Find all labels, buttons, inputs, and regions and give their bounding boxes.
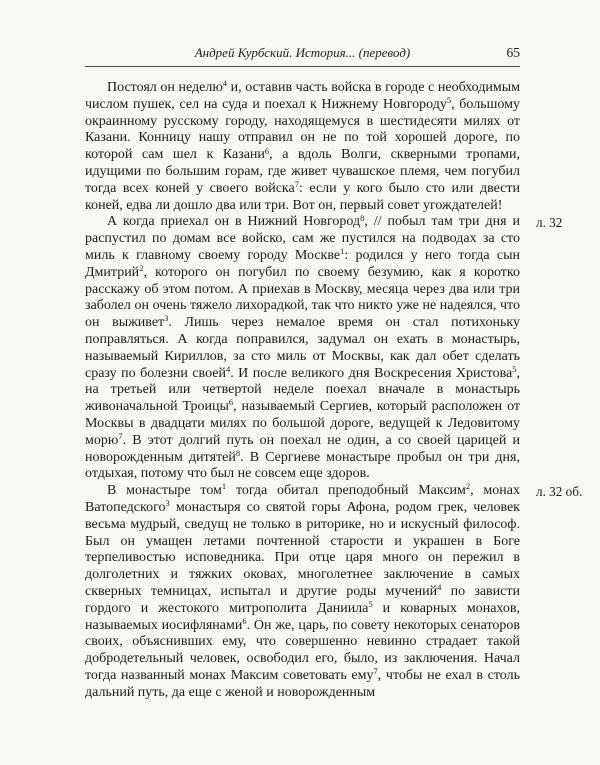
text-run: : если у кого было сто или двести коней, едва ли дошло два или три. Вот он, первый совет угождателей! bbox=[85, 180, 520, 213]
page-header bbox=[85, 45, 520, 62]
text-run: . В этот долгий путь он поехал не один, а со своей царицей и новорожденным дитятей bbox=[85, 432, 520, 465]
text-run: , называемый Сергиев, который расположен от Москвы в двадцати милях по большой дороге, ведущей к Ледовитому морю bbox=[85, 399, 520, 448]
footnote-ref: 1 bbox=[221, 481, 227, 492]
text-run: . Он же, царь, по совету некоторых сенаторов своих, объяснивших ему, что совершенно невинно страдает такой добродетельный человек, освободил его, было, из заключения. Начал тогда названный монах Максим советовать ему bbox=[85, 617, 521, 683]
footnote-ref: 2 bbox=[465, 481, 471, 492]
footnote-ref: 4 bbox=[437, 582, 442, 593]
text-run: , большому окраинному русскому городу, находящемуся в шестидесяти милях от Казани. Конницу нашу отправил он не по той хорошей дороге, по которой сам шел к Казани bbox=[85, 96, 520, 163]
page-number: 65 bbox=[506, 45, 520, 60]
text-run: . В Сергиеве монастыре пробыл он три дня, отдыхая, потому что был не совсем еще здоров. bbox=[85, 449, 520, 482]
footnote-ref: 5 bbox=[446, 95, 452, 106]
text-run: тогда обитал преподобный Максим bbox=[226, 483, 466, 499]
footnote-ref: 4 bbox=[222, 78, 228, 89]
paragraph bbox=[85, 212, 563, 483]
footnote-ref: 1 bbox=[340, 246, 345, 257]
running-title: Андрей Курбский. История... (перевод) bbox=[194, 45, 411, 60]
text-run: . И после великого дня Воскресения Христова bbox=[230, 365, 513, 381]
paragraph bbox=[85, 481, 583, 701]
footnote-ref: 5 bbox=[368, 599, 373, 610]
footnote-ref: 2 bbox=[139, 263, 144, 274]
text-run: А когда приехал он в Нижний Новгород bbox=[107, 214, 361, 230]
text-run: В монастыре том bbox=[107, 483, 222, 499]
folio-margin-note: л. 32 bbox=[536, 215, 563, 231]
footnote-ref: 8 bbox=[235, 447, 241, 458]
footnote-ref: 5 bbox=[512, 363, 517, 374]
text-run: , // побыл там три дня и распустил по домам все войско, сам же пустился на подводах за сто миль к главному своему городу Москве bbox=[85, 214, 520, 263]
text-body bbox=[85, 78, 583, 701]
footnote-ref: 3 bbox=[165, 498, 170, 509]
text-run: монастыря со святой горы Афона, родом грек, человек весьма мудрый, сведущ не только в риторике, но и искусный философ. Был он умащен летами почтенной старости и украшен в Боге терпеливостью исповедника. При отце царя много он пережил в долголетних и тяжких оковах, многолетнее заключение в самых скверных темницах, испытал и другие роды мучений bbox=[85, 499, 520, 599]
text-run: , которого он погубил по своему безумию, как я коротко расскажу об этом потом. А приехав в Москву, месяца через два или три заболел он очень тяжело лихорадкой, так что никто уже не надеялся, что он выживет bbox=[85, 264, 520, 331]
folio-margin-note: л. 32 об. bbox=[536, 484, 583, 500]
text-run: по зависти гордого и жестокого митрополита Даниила bbox=[85, 583, 520, 616]
footnote-ref: 8 bbox=[360, 212, 365, 223]
text-run: , на третьей или четвертой неделе поехал вначале в монастырь живоначальной Троицы bbox=[85, 365, 520, 415]
footnote-ref: 6 bbox=[264, 145, 270, 156]
footnote-ref: 7 bbox=[118, 431, 123, 442]
text-run: . Лишь через немалое время он стал потихоньку поправляться. А когда поправился, задумал он ехать в монастырь, называемый Кириллов, за сто миль от Москвы, как дал обет сделать сразу по болезни своей bbox=[85, 315, 520, 381]
header-rule bbox=[85, 66, 520, 67]
footnote-ref: 7 bbox=[373, 666, 378, 677]
footnote-ref: 7 bbox=[294, 179, 299, 190]
text-run: , чтобы не ехал в столь дальний путь, да еще с женой и новорожденным bbox=[85, 667, 520, 700]
text-run: и, оставив часть войска в городе с необходимым числом пушек, сел на суда и поехал к Нижнему Новгороду bbox=[85, 80, 520, 112]
text-run: , а вдоль Волги, скверными тропами, идущими по большим горам, где живет чувашское племя, чем погубил тогда всех коней у своего войска bbox=[85, 147, 520, 196]
footnote-ref: 6 bbox=[228, 397, 234, 408]
paragraph bbox=[85, 80, 520, 214]
text-run: , монах Ватопедского bbox=[85, 483, 520, 515]
text-run: и коварных монахов, называемых иосифлянами bbox=[85, 600, 520, 633]
footnote-ref: 6 bbox=[242, 615, 247, 626]
text-run: Постоял он неделю bbox=[107, 80, 223, 95]
footnote-ref: 3 bbox=[164, 313, 169, 324]
text-run: : родился у него тогда сын Дмитрий bbox=[85, 247, 520, 280]
footnote-ref: 4 bbox=[225, 363, 231, 374]
